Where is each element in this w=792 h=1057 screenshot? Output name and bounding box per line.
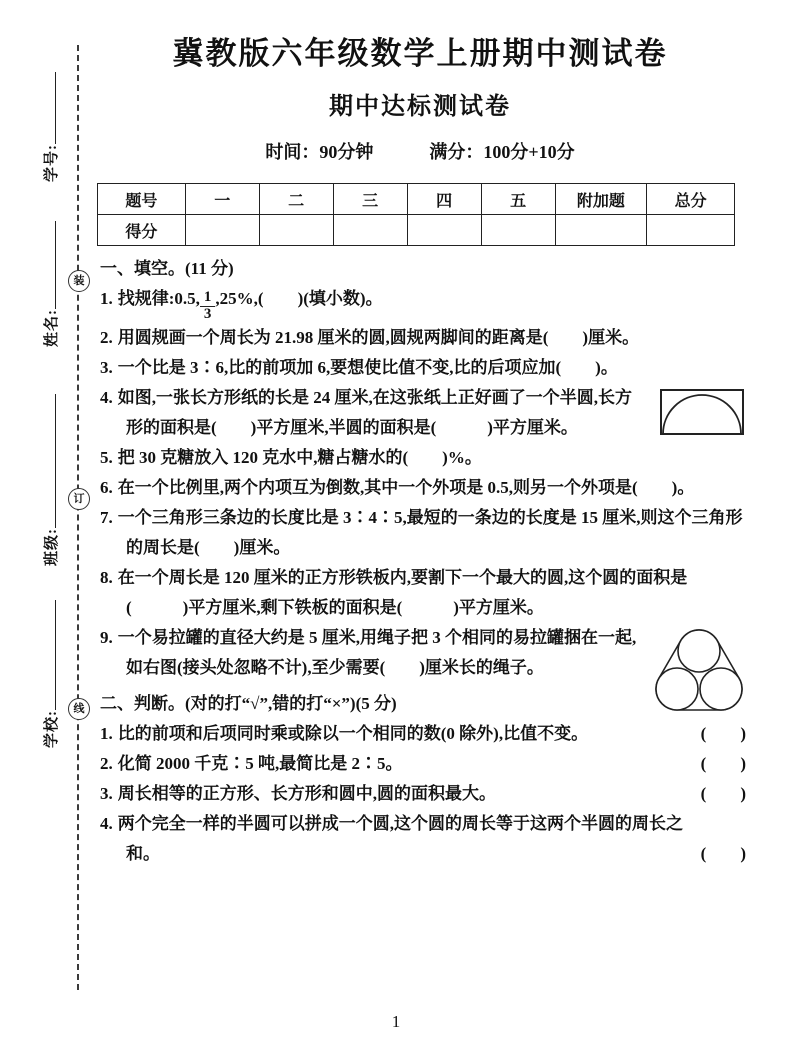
score-table (97, 183, 735, 246)
item-text-wrap (100, 809, 693, 869)
item-text-wrap (100, 749, 693, 779)
item-text: 找规律:0.5, (117, 289, 200, 308)
fill-in-item-7 (100, 503, 746, 563)
true-false-item-1 (100, 719, 746, 749)
score-cell (481, 215, 555, 246)
item-number: 3. (100, 783, 113, 803)
answer-bracket: ( ) (700, 783, 746, 803)
binding-mark-zhuang: 装 (68, 270, 90, 292)
score-cell (333, 215, 407, 246)
score-row-label: 得分 (98, 215, 186, 246)
fill-in-item-3 (100, 353, 746, 383)
item-text: 在一个比例里,两个内项互为倒数,其中一个外项是 0.5,则另一个外项是( )。 (117, 477, 695, 497)
student-id-label: 学号: (44, 144, 60, 182)
item-number: 6. (100, 477, 113, 497)
three-circles-rope-figure (652, 626, 746, 716)
item-text: 用圆规画一个周长为 21.98 厘米的圆,圆规两脚间的距离是( )厘米。 (117, 327, 640, 347)
item-number: 8. (100, 567, 113, 587)
true-false-item-4 (100, 809, 746, 869)
fill-in-item-9 (100, 623, 746, 683)
item-text-wrap (100, 779, 693, 809)
score-table-header-cell: 总分 (647, 184, 735, 215)
answer-bracket: ( ) (700, 843, 746, 863)
item-text: 如图,一张长方形纸的长是 24 厘米,在这张纸上正好画了一个半圆,长方形的面积是( )平方厘米,半圆的面积是( )平方厘米。 (117, 387, 632, 437)
item-text: 一个三角形三条边的长度比是 3∶4∶5,最短的一条边的长度是 15 厘米,则这个三角形的周长是( )厘米。 (117, 507, 743, 557)
score-cell (647, 215, 735, 246)
name-blank (42, 221, 57, 309)
item-text: 周长相等的正方形、长方形和圆中,圆的面积最大。 (117, 783, 496, 803)
fraction-denominator: 3 (200, 306, 216, 323)
item-number: 2. (100, 753, 113, 773)
school-label: 学校: (44, 710, 60, 748)
score-table-header-cell: 题号 (98, 184, 186, 215)
class-label: 班级: (44, 528, 60, 566)
paper-subtitle: 期中达标测试卷 (329, 94, 511, 120)
class-field (40, 378, 61, 566)
true-false-item-2 (100, 749, 746, 779)
score-cell (407, 215, 481, 246)
rect-semicircle-figure (658, 386, 746, 438)
school-blank (42, 600, 57, 710)
fraction-numerator: 1 (203, 289, 212, 306)
true-false-item-3 (100, 779, 746, 809)
item-text: 两个完全一样的半圆可以拼成一个圆,这个圆的周长等于这两个半圆的周长之和。 (117, 813, 683, 863)
item-text: 把 30 克糖放入 120 克水中,糖占糖水的( )%。 (117, 447, 482, 467)
fraction-one-third (200, 290, 216, 323)
score-table-header-cell: 二 (259, 184, 333, 215)
answer-bracket: ( ) (700, 753, 746, 773)
item-number: 4. (100, 387, 113, 407)
fill-in-item-1 (100, 284, 746, 323)
item-text: 一个比是 3∶6,比的前项加 6,要想使比值不变,比的后项应加( )。 (117, 357, 618, 377)
section-2-heading: 二、判断。(对的打“√”,错的打“×”)(5 分) (100, 693, 397, 713)
binding-mark-xian: 线 (68, 698, 90, 720)
score-cell (185, 215, 259, 246)
fill-in-item-6 (100, 473, 746, 503)
score-table-header-cell: 四 (407, 184, 481, 215)
school-field (40, 583, 61, 748)
fill-in-item-5 (100, 443, 746, 473)
score-table-header-cell: 五 (481, 184, 555, 215)
fill-in-item-2 (100, 323, 746, 353)
score-table-header-cell: 三 (333, 184, 407, 215)
item-number: 7. (100, 507, 113, 527)
exam-info-line (100, 138, 740, 164)
score-table-header-row (98, 184, 735, 215)
item-number: 3. (100, 357, 113, 377)
item-number: 2. (100, 327, 113, 347)
score-cell (259, 215, 333, 246)
score-table-header-cell: 一 (185, 184, 259, 215)
time-limit-text: 时间：90分钟 (265, 142, 374, 162)
binding-mark-ding: 订 (68, 488, 90, 510)
item-number: 5. (100, 447, 113, 467)
item-text-wrap (100, 719, 693, 749)
full-score-text: 满分：100分+10分 (429, 142, 575, 162)
paper-header (100, 30, 740, 164)
paper-title: 冀教版六年级数学上册期中测试卷 (172, 36, 668, 71)
fill-in-item-8 (100, 563, 746, 623)
paper-body (100, 254, 746, 869)
name-label: 姓名: (44, 309, 60, 347)
item-number: 1. (100, 723, 113, 743)
score-table-header-cell: 附加题 (555, 184, 647, 215)
score-cell (555, 215, 647, 246)
fill-in-item-4 (100, 383, 746, 443)
item-number: 9. (100, 627, 113, 647)
item-text: 比的前项和后项同时乘或除以一个相同的数(0 除外),比值不变。 (117, 723, 589, 743)
student-id-field (40, 60, 61, 182)
score-table-score-row (98, 215, 735, 246)
page-number: 1 (391, 1012, 401, 1031)
name-field (40, 207, 61, 347)
binding-dashed-line (77, 45, 79, 990)
item-text: 在一个周长是 120 厘米的正方形铁板内,要割下一个最大的圆,这个圆的面积是( )平方厘米,剩下铁板的面积是( )平方厘米。 (117, 567, 688, 617)
section-1-heading: 一、填空。(11 分) (100, 259, 234, 278)
student-id-blank (42, 72, 57, 144)
item-number: 1. (100, 289, 113, 308)
item-text: 化简 2000 千克∶5 吨,最简比是 2∶5。 (117, 753, 403, 773)
item-number: 4. (100, 813, 113, 833)
class-blank (42, 394, 57, 528)
answer-bracket: ( ) (700, 723, 746, 743)
item-text: 一个易拉罐的直径大约是 5 厘米,用绳子把 3 个相同的易拉罐捆在一起,如右图(接头处忽略不计),至少需要( )厘米长的绳子。 (117, 627, 637, 677)
item-text: ,25%,( )(填小数)。 (215, 289, 383, 308)
